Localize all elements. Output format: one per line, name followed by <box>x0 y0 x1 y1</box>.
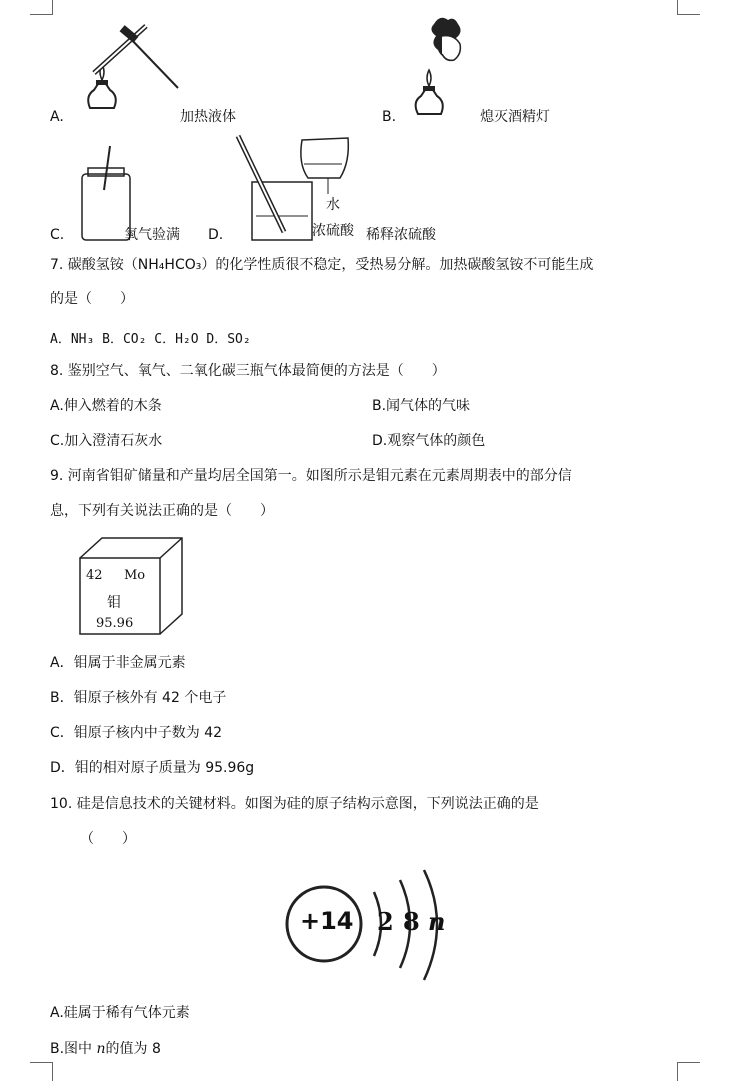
q9-option-b: B．钼原子核外有 42 个电子 <box>50 690 227 706</box>
q6-option-a-caption: 加热液体 <box>180 109 236 125</box>
q9-option-d: D．钼的相对原子质量为 95.96g <box>50 760 255 776</box>
element-atomic-number: 42 <box>86 568 103 583</box>
q10-option-a: A.硅属于稀有气体元素 <box>50 1005 190 1021</box>
q6-option-a-letter: A. <box>50 109 64 125</box>
element-name: 钼 <box>107 595 121 611</box>
shell-3-electrons: n <box>428 907 446 936</box>
q9-stem-line1: 9. 河南省钼矿储量和产量均居全国第一。如图所示是钼元素在元素周期表中的部分信 <box>50 468 572 484</box>
q6-option-b-letter: B. <box>382 109 397 125</box>
heating-liquid-illustration <box>80 18 180 118</box>
q8-stem: 8. 鉴别空气、氧气、二氧化碳三瓶气体最简便的方法是（ ） <box>50 363 446 379</box>
q10-option-b-variable: n <box>96 1041 106 1057</box>
q8-option-a: A.伸入燃着的木条 <box>50 398 162 414</box>
q6-option-b-caption: 熄灭酒精灯 <box>480 109 550 125</box>
q7-stem-line2: 的是（ ） <box>50 291 134 307</box>
q9-stem-line2: 息，下列有关说法正确的是（ ） <box>50 503 274 519</box>
extinguish-lamp-illustration <box>410 14 480 124</box>
crop-mark-top-left <box>30 0 53 15</box>
q7-stem-line1: 7. 碳酸氢铵（NH₄HCO₃）的化学性质很不稳定，受热易分解。加热碳酸氢铵不可能生成 <box>50 257 594 273</box>
shell-2-electrons: 8 <box>403 907 420 936</box>
q8-option-d: D.观察气体的颜色 <box>372 433 486 449</box>
q6-option-d-letter: D. <box>208 227 224 243</box>
q6-option-c-letter: C. <box>50 227 65 243</box>
q8-option-b: B.闻气体的气味 <box>372 398 471 414</box>
q10-stem-line1: 10. 硅是信息技术的关键材料。如图为硅的原子结构示意图，下列说法正确的是 <box>50 796 539 812</box>
shell-1-electrons: 2 <box>377 907 394 936</box>
q6-option-d-caption: 稀释浓硫酸 <box>366 227 436 243</box>
crop-mark-bottom-left <box>30 1062 53 1081</box>
crop-mark-top-right <box>677 0 700 15</box>
crop-mark-bottom-right <box>677 1062 700 1081</box>
q6-acid-label: 浓硫酸 <box>312 223 354 239</box>
q10-option-b-prefix: B.图中 <box>50 1041 97 1057</box>
q8-option-c: C.加入澄清石灰水 <box>50 433 163 449</box>
q7-options: A．NH₃ B．CO₂ C．H₂O D．SO₂ <box>50 332 251 347</box>
element-symbol: Mo <box>124 568 146 583</box>
nucleus-charge: +14 <box>300 907 354 935</box>
q10-stem-line2: （ ） <box>80 831 136 847</box>
q10-option-b-suffix: 的值为 8 <box>105 1041 161 1057</box>
element-mass: 95.96 <box>96 616 134 631</box>
q6-water-label: 水 <box>326 197 340 213</box>
q9-option-a: A．钼属于非金属元素 <box>50 655 186 671</box>
q10-option-b <box>50 1040 161 1058</box>
q9-option-c: C．钼原子核内中子数为 42 <box>50 725 223 741</box>
q6-option-c-caption: 氧气验满 <box>124 227 180 243</box>
